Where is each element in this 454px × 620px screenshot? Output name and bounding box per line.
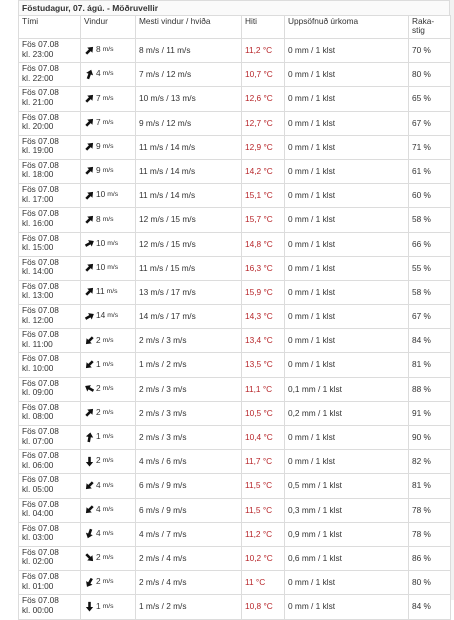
time-day: Fös 07.08 bbox=[22, 135, 59, 146]
wind-unit: m/s bbox=[102, 215, 114, 223]
wind-unit: m/s bbox=[102, 433, 114, 441]
temperature-cell: 13,5 °C bbox=[242, 353, 285, 377]
time-day: Fös 07.08 bbox=[22, 595, 59, 606]
wind-unit: m/s bbox=[102, 94, 114, 102]
precipitation-cell: 0 mm / 1 klst bbox=[285, 353, 409, 377]
precipitation-cell: 0 mm / 1 klst bbox=[285, 39, 409, 63]
table-row bbox=[19, 305, 451, 329]
gust-cell: 9 m/s / 12 m/s bbox=[136, 111, 242, 135]
time-day: Fös 07.08 bbox=[22, 39, 59, 49]
time-cell bbox=[19, 305, 81, 329]
temperature-cell: 10,2 °C bbox=[242, 546, 285, 570]
time-day: Fös 07.08 bbox=[22, 232, 59, 243]
wind-direction-arrow-icon bbox=[84, 165, 95, 176]
time-cell bbox=[19, 329, 81, 353]
wind-speed: 7 bbox=[96, 92, 101, 103]
time-cell bbox=[19, 522, 81, 546]
table-row bbox=[19, 498, 451, 522]
precipitation-cell: 0 mm / 1 klst bbox=[285, 426, 409, 450]
gust-cell: 11 m/s / 14 m/s bbox=[136, 135, 242, 159]
temperature-cell: 12,9 °C bbox=[242, 135, 285, 159]
wind-direction-arrow-icon bbox=[84, 117, 95, 128]
wind-unit: m/s bbox=[102, 530, 114, 537]
wind-speed: 2 bbox=[96, 334, 101, 345]
wind-cell bbox=[81, 63, 136, 87]
time-cell bbox=[19, 377, 81, 401]
temperature-cell: 10,8 °C bbox=[242, 595, 285, 619]
wind-cell bbox=[81, 208, 136, 232]
time-day: Fös 07.08 bbox=[22, 546, 59, 557]
wind-unit: m/s bbox=[107, 191, 119, 199]
wind-speed: 14 bbox=[96, 310, 106, 321]
humidity-cell: 84 % bbox=[409, 595, 451, 619]
wind-unit: m/s bbox=[102, 554, 114, 562]
humidity-cell: 80 % bbox=[409, 63, 451, 87]
time-day: Fös 07.08 bbox=[22, 450, 59, 461]
gust-cell: 2 m/s / 3 m/s bbox=[136, 426, 242, 450]
temperature-cell: 11,2 °C bbox=[242, 522, 285, 546]
time-cell bbox=[19, 426, 81, 450]
precipitation-cell: 0 mm / 1 klst bbox=[285, 329, 409, 353]
gust-cell: 11 m/s / 14 m/s bbox=[136, 159, 242, 183]
temperature-cell: 11,2 °C bbox=[242, 39, 285, 63]
gust-cell: 6 m/s / 9 m/s bbox=[136, 498, 242, 522]
wind-cell bbox=[81, 377, 136, 401]
time-cell bbox=[19, 63, 81, 87]
time-cell bbox=[19, 571, 81, 595]
wind-cell bbox=[81, 498, 136, 522]
time-cell bbox=[19, 208, 81, 232]
wind-cell bbox=[81, 280, 136, 304]
table-row bbox=[19, 184, 451, 208]
time-hour: kl. 03:00 bbox=[22, 532, 54, 543]
wind-cell bbox=[81, 232, 136, 256]
time-cell bbox=[19, 39, 81, 63]
table-row bbox=[19, 426, 451, 450]
wind-direction-arrow-icon bbox=[84, 504, 95, 515]
temperature-cell: 13,4 °C bbox=[242, 329, 285, 353]
wind-unit: m/s bbox=[102, 409, 114, 417]
precipitation-cell: 0 mm / 1 klst bbox=[285, 63, 409, 87]
wind-direction-arrow-icon bbox=[84, 601, 95, 612]
table-row bbox=[19, 256, 451, 280]
humidity-cell: 71 % bbox=[409, 135, 451, 159]
wind-unit: m/s bbox=[107, 263, 119, 271]
wind-unit: m/s bbox=[102, 505, 114, 513]
gust-cell: 13 m/s / 17 m/s bbox=[136, 280, 242, 304]
table-row bbox=[19, 546, 451, 570]
wind-direction-arrow-icon bbox=[84, 262, 95, 273]
header-precip: Uppsöfnuð úrkoma bbox=[285, 16, 409, 39]
gust-cell: 12 m/s / 15 m/s bbox=[136, 232, 242, 256]
time-cell bbox=[19, 401, 81, 425]
wind-direction-arrow-icon bbox=[84, 359, 95, 370]
precipitation-cell: 0 mm / 1 klst bbox=[285, 184, 409, 208]
wind-unit: m/s bbox=[102, 46, 114, 54]
wind-unit: m/s bbox=[102, 143, 114, 150]
wind-unit: m/s bbox=[102, 118, 114, 126]
time-day: Fös 07.08 bbox=[22, 571, 59, 582]
gust-cell: 10 m/s / 13 m/s bbox=[136, 87, 242, 111]
temperature-cell: 10,7 °C bbox=[242, 63, 285, 87]
table-row bbox=[19, 329, 451, 353]
gust-cell: 2 m/s / 4 m/s bbox=[136, 546, 242, 570]
precipitation-cell: 0,1 mm / 1 klst bbox=[285, 377, 409, 401]
wind-direction-arrow-icon bbox=[84, 238, 95, 249]
precipitation-cell: 0,2 mm / 1 klst bbox=[285, 401, 409, 425]
time-day: Fös 07.08 bbox=[22, 498, 59, 509]
precipitation-cell: 0 mm / 1 klst bbox=[285, 208, 409, 232]
header-gust: Mesti vindur / hviða bbox=[136, 16, 242, 39]
wind-direction-arrow-icon bbox=[84, 69, 95, 80]
wind-cell bbox=[81, 184, 136, 208]
wind-unit: m/s bbox=[102, 360, 114, 368]
table-row bbox=[19, 63, 451, 87]
wind-speed: 4 bbox=[96, 528, 101, 538]
forecast-table bbox=[18, 15, 451, 620]
time-day: Fös 07.08 bbox=[22, 353, 59, 364]
temperature-cell: 14,2 °C bbox=[242, 159, 285, 183]
time-hour: kl. 21:00 bbox=[22, 96, 54, 107]
header-humidity: Raka- stig bbox=[409, 16, 451, 39]
wind-speed: 10 bbox=[96, 261, 106, 272]
table-row bbox=[19, 208, 451, 232]
wind-unit: m/s bbox=[102, 578, 114, 586]
time-hour: kl. 02:00 bbox=[22, 556, 54, 567]
header-time: Tími bbox=[19, 16, 81, 39]
gust-cell: 14 m/s / 17 m/s bbox=[136, 305, 242, 329]
wind-direction-arrow-icon bbox=[84, 577, 95, 588]
time-cell bbox=[19, 184, 81, 208]
humidity-cell: 70 % bbox=[409, 39, 451, 63]
time-cell bbox=[19, 87, 81, 111]
precipitation-cell: 0 mm / 1 klst bbox=[285, 280, 409, 304]
humidity-cell: 67 % bbox=[409, 111, 451, 135]
wind-unit: m/s bbox=[106, 288, 118, 296]
wind-direction-arrow-icon bbox=[84, 528, 95, 539]
table-row bbox=[19, 401, 451, 425]
wind-speed: 9 bbox=[96, 141, 101, 151]
wind-speed: 2 bbox=[96, 407, 101, 418]
header-temp: Hiti bbox=[242, 16, 285, 39]
wind-direction-arrow-icon bbox=[84, 407, 95, 418]
wind-speed: 9 bbox=[96, 165, 101, 176]
time-hour: kl. 11:00 bbox=[22, 338, 53, 349]
time-hour: kl. 22:00 bbox=[22, 72, 54, 83]
humidity-cell: 65 % bbox=[409, 87, 451, 111]
temperature-cell: 15,7 °C bbox=[242, 208, 285, 232]
time-hour: kl. 23:00 bbox=[22, 48, 54, 59]
wind-speed: 8 bbox=[96, 44, 101, 55]
time-cell bbox=[19, 353, 81, 377]
table-row bbox=[19, 280, 451, 304]
time-day: Fös 07.08 bbox=[22, 426, 59, 436]
wind-speed: 7 bbox=[96, 116, 101, 127]
time-hour: kl. 19:00 bbox=[22, 145, 54, 156]
gust-cell: 8 m/s / 11 m/s bbox=[136, 39, 242, 63]
precipitation-cell: 0 mm / 1 klst bbox=[285, 305, 409, 329]
time-day: Fös 07.08 bbox=[22, 522, 59, 533]
time-day: Fös 07.08 bbox=[22, 111, 59, 122]
time-hour: kl. 12:00 bbox=[22, 314, 54, 325]
gust-cell: 12 m/s / 15 m/s bbox=[136, 208, 242, 232]
humidity-cell: 60 % bbox=[409, 184, 451, 208]
time-cell bbox=[19, 159, 81, 183]
temperature-cell: 14,8 °C bbox=[242, 232, 285, 256]
wind-unit: m/s bbox=[107, 239, 119, 247]
wind-direction-arrow-icon bbox=[84, 383, 95, 394]
wind-cell bbox=[81, 401, 136, 425]
temperature-cell: 11,7 °C bbox=[242, 450, 285, 474]
precipitation-cell: 0 mm / 1 klst bbox=[285, 232, 409, 256]
wind-cell bbox=[81, 159, 136, 183]
time-day: Fös 07.08 bbox=[22, 377, 59, 388]
wind-speed: 4 bbox=[96, 68, 101, 79]
table-row bbox=[19, 87, 451, 111]
wind-unit: m/s bbox=[102, 167, 114, 175]
humidity-cell: 58 % bbox=[409, 280, 451, 304]
wind-direction-arrow-icon bbox=[84, 190, 95, 201]
time-cell bbox=[19, 280, 81, 304]
wind-cell bbox=[81, 450, 136, 474]
wind-speed: 1 bbox=[96, 358, 101, 369]
precipitation-cell: 0 mm / 1 klst bbox=[285, 256, 409, 280]
temperature-cell: 14,3 °C bbox=[242, 305, 285, 329]
wind-speed: 2 bbox=[96, 552, 101, 563]
wind-direction-arrow-icon bbox=[84, 432, 95, 443]
wind-speed: 10 bbox=[96, 237, 106, 248]
humidity-cell: 78 % bbox=[409, 522, 451, 546]
wind-unit: m/s bbox=[102, 481, 114, 489]
time-day: Fös 07.08 bbox=[22, 401, 59, 412]
wind-unit: m/s bbox=[102, 602, 114, 610]
temperature-cell: 11,1 °C bbox=[242, 377, 285, 401]
gust-cell: 2 m/s / 3 m/s bbox=[136, 401, 242, 425]
time-hour: kl. 09:00 bbox=[22, 387, 54, 398]
wind-cell bbox=[81, 135, 136, 159]
temperature-cell: 11,5 °C bbox=[242, 474, 285, 498]
precipitation-cell: 0,5 mm / 1 klst bbox=[285, 474, 409, 498]
time-hour: kl. 06:00 bbox=[22, 459, 54, 470]
table-row bbox=[19, 135, 451, 159]
humidity-cell: 61 % bbox=[409, 159, 451, 183]
time-day: Fös 07.08 bbox=[22, 87, 59, 98]
table-row bbox=[19, 39, 451, 63]
table-row bbox=[19, 450, 451, 474]
humidity-cell: 84 % bbox=[409, 329, 451, 353]
wind-cell bbox=[81, 256, 136, 280]
temperature-cell: 10,4 °C bbox=[242, 426, 285, 450]
temperature-cell: 10,5 °C bbox=[242, 401, 285, 425]
precipitation-cell: 0 mm / 1 klst bbox=[285, 159, 409, 183]
wind-cell bbox=[81, 111, 136, 135]
humidity-cell: 86 % bbox=[409, 546, 451, 570]
time-cell bbox=[19, 256, 81, 280]
wind-cell bbox=[81, 329, 136, 353]
wind-direction-arrow-icon bbox=[84, 480, 95, 491]
time-hour: kl. 16:00 bbox=[22, 217, 54, 228]
time-day: Fös 07.08 bbox=[22, 256, 59, 267]
temperature-cell: 12,6 °C bbox=[242, 87, 285, 111]
humidity-cell: 91 % bbox=[409, 401, 451, 425]
time-hour: kl. 00:00 bbox=[22, 604, 54, 615]
gust-cell: 1 m/s / 2 m/s bbox=[136, 353, 242, 377]
wind-unit: m/s bbox=[102, 70, 114, 78]
wind-unit: m/s bbox=[102, 457, 114, 465]
wind-cell bbox=[81, 595, 136, 619]
gust-cell: 11 m/s / 14 m/s bbox=[136, 184, 242, 208]
wind-speed: 8 bbox=[96, 213, 101, 224]
wind-cell bbox=[81, 522, 136, 546]
precipitation-cell: 0 mm / 1 klst bbox=[285, 450, 409, 474]
table-row bbox=[19, 159, 451, 183]
wind-speed: 1 bbox=[96, 431, 101, 442]
gust-cell: 2 m/s / 4 m/s bbox=[136, 571, 242, 595]
time-hour: kl. 10:00 bbox=[22, 362, 54, 373]
time-cell bbox=[19, 111, 81, 135]
precipitation-cell: 0 mm / 1 klst bbox=[285, 595, 409, 619]
time-hour: kl. 08:00 bbox=[22, 411, 54, 422]
gust-cell: 4 m/s / 7 m/s bbox=[136, 522, 242, 546]
gust-cell: 2 m/s / 3 m/s bbox=[136, 377, 242, 401]
table-row bbox=[19, 353, 451, 377]
wind-cell bbox=[81, 546, 136, 570]
wind-cell bbox=[81, 474, 136, 498]
time-hour: kl. 15:00 bbox=[22, 242, 54, 252]
humidity-cell: 81 % bbox=[409, 353, 451, 377]
table-row bbox=[19, 571, 451, 595]
wind-cell bbox=[81, 571, 136, 595]
wind-direction-arrow-icon bbox=[84, 335, 95, 346]
time-day: Fös 07.08 bbox=[22, 329, 59, 340]
time-day: Fös 07.08 bbox=[22, 63, 59, 74]
wind-direction-arrow-icon bbox=[84, 286, 95, 297]
time-hour: kl. 04:00 bbox=[22, 508, 54, 519]
wind-speed: 1 bbox=[96, 600, 101, 611]
gust-cell: 11 m/s / 15 m/s bbox=[136, 256, 242, 280]
precipitation-cell: 0,6 mm / 1 klst bbox=[285, 546, 409, 570]
time-hour: kl. 07:00 bbox=[22, 435, 54, 446]
time-cell bbox=[19, 595, 81, 619]
wind-direction-arrow-icon bbox=[84, 93, 95, 104]
time-cell bbox=[19, 135, 81, 159]
wind-cell bbox=[81, 39, 136, 63]
humidity-cell: 58 % bbox=[409, 208, 451, 232]
gust-cell: 6 m/s / 9 m/s bbox=[136, 474, 242, 498]
temperature-cell: 12,7 °C bbox=[242, 111, 285, 135]
table-row bbox=[19, 111, 451, 135]
time-day: Fös 07.08 bbox=[22, 184, 59, 195]
humidity-cell: 55 % bbox=[409, 256, 451, 280]
precipitation-cell: 0 mm / 1 klst bbox=[285, 87, 409, 111]
temperature-cell: 15,9 °C bbox=[242, 280, 285, 304]
humidity-cell: 88 % bbox=[409, 377, 451, 401]
wind-unit: m/s bbox=[102, 336, 114, 344]
time-hour: kl. 13:00 bbox=[22, 290, 54, 301]
wind-direction-arrow-icon bbox=[84, 456, 95, 467]
temperature-cell: 16,3 °C bbox=[242, 256, 285, 280]
precipitation-cell: 0 mm / 1 klst bbox=[285, 135, 409, 159]
wind-direction-arrow-icon bbox=[84, 214, 95, 225]
wind-unit: m/s bbox=[107, 312, 119, 320]
precipitation-cell: 0 mm / 1 klst bbox=[285, 111, 409, 135]
humidity-cell: 90 % bbox=[409, 426, 451, 450]
gust-cell: 4 m/s / 6 m/s bbox=[136, 450, 242, 474]
time-day: Fös 07.08 bbox=[22, 159, 59, 170]
humidity-cell: 80 % bbox=[409, 571, 451, 595]
table-header-row bbox=[19, 16, 451, 39]
wind-direction-arrow-icon bbox=[84, 45, 95, 56]
time-hour: kl. 18:00 bbox=[22, 169, 54, 180]
wind-cell bbox=[81, 353, 136, 377]
wind-speed: 4 bbox=[96, 503, 101, 514]
time-hour: kl. 20:00 bbox=[22, 121, 54, 132]
time-hour: kl. 14:00 bbox=[22, 266, 54, 277]
gust-cell: 1 m/s / 2 m/s bbox=[136, 595, 242, 619]
precipitation-cell: 0,9 mm / 1 klst bbox=[285, 522, 409, 546]
wind-speed: 11 bbox=[96, 286, 105, 297]
table-row bbox=[19, 474, 451, 498]
humidity-cell: 67 % bbox=[409, 305, 451, 329]
humidity-cell: 66 % bbox=[409, 232, 451, 256]
time-cell bbox=[19, 450, 81, 474]
wind-speed: 2 bbox=[96, 382, 101, 393]
time-hour: kl. 01:00 bbox=[22, 580, 54, 591]
humidity-cell: 81 % bbox=[409, 474, 451, 498]
wind-speed: 2 bbox=[96, 576, 101, 587]
table-row bbox=[19, 595, 451, 619]
precipitation-cell: 0 mm / 1 klst bbox=[285, 571, 409, 595]
wind-direction-arrow-icon bbox=[84, 552, 95, 563]
wind-speed: 4 bbox=[96, 479, 101, 490]
header-wind: Vindur bbox=[81, 16, 136, 39]
time-day: Fös 07.08 bbox=[22, 280, 59, 291]
table-row bbox=[19, 522, 451, 546]
wind-speed: 10 bbox=[96, 189, 106, 200]
time-day: Fös 07.08 bbox=[22, 208, 59, 219]
table-row bbox=[19, 232, 451, 256]
time-hour: kl. 17:00 bbox=[22, 193, 54, 204]
temperature-cell: 15,1 °C bbox=[242, 184, 285, 208]
time-cell bbox=[19, 546, 81, 570]
wind-unit: m/s bbox=[102, 384, 114, 392]
time-day: Fös 07.08 bbox=[22, 305, 59, 316]
wind-speed: 2 bbox=[96, 455, 101, 466]
time-cell bbox=[19, 232, 81, 256]
time-cell bbox=[19, 498, 81, 522]
time-cell bbox=[19, 474, 81, 498]
temperature-cell: 11 °C bbox=[242, 571, 285, 595]
wind-cell bbox=[81, 87, 136, 111]
gust-cell: 7 m/s / 12 m/s bbox=[136, 63, 242, 87]
wind-direction-arrow-icon bbox=[84, 141, 95, 152]
humidity-cell: 78 % bbox=[409, 498, 451, 522]
wind-cell bbox=[81, 305, 136, 329]
wind-direction-arrow-icon bbox=[84, 311, 95, 322]
time-day: Fös 07.08 bbox=[22, 474, 59, 485]
precipitation-cell: 0,3 mm / 1 klst bbox=[285, 498, 409, 522]
gust-cell: 2 m/s / 3 m/s bbox=[136, 329, 242, 353]
wind-cell bbox=[81, 426, 136, 450]
forecast-panel bbox=[18, 0, 450, 620]
table-row bbox=[19, 377, 451, 401]
time-hour: kl. 05:00 bbox=[22, 483, 54, 494]
forecast-title: Föstudagur, 07. ágú. - Möðruvellir bbox=[18, 0, 450, 15]
temperature-cell: 11,5 °C bbox=[242, 498, 285, 522]
humidity-cell: 82 % bbox=[409, 450, 451, 474]
